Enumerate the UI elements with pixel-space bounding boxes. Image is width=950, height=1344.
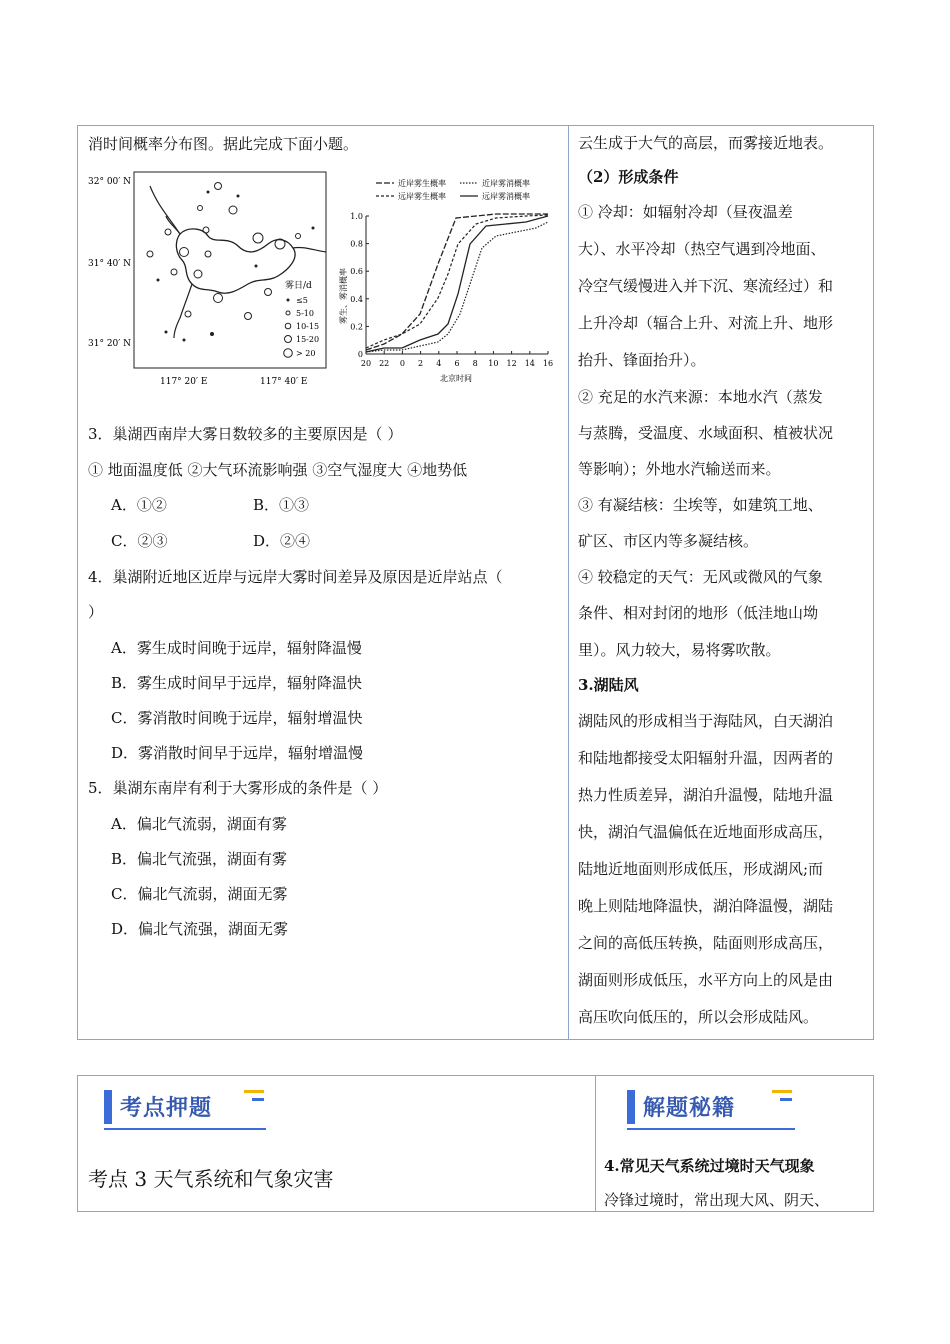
notes-line: 冷空气缓慢进入并下沉、寒流经过）和 bbox=[578, 277, 834, 295]
x-tick-label: 20 bbox=[360, 359, 372, 368]
station-marker bbox=[229, 206, 237, 214]
notes-line: 云生成于大气的高层，而雾接近地表。 bbox=[578, 134, 834, 152]
station-marker bbox=[203, 227, 209, 233]
river bbox=[166, 216, 180, 234]
station-marker bbox=[183, 339, 186, 342]
river bbox=[293, 247, 326, 252]
q4-option-a[interactable]: A．雾生成时间晚于远岸，辐射降温慢 bbox=[111, 639, 362, 657]
q4-stem-end: ） bbox=[88, 603, 104, 621]
station-marker bbox=[210, 332, 214, 336]
y-tick-label: 0.6 bbox=[350, 267, 363, 277]
tips-heading: 4.常见天气系统过境时天气现象 bbox=[604, 1157, 815, 1175]
notes-line: 与蒸腾，受温度、水域面积、植被状况 bbox=[578, 424, 834, 442]
x-tick-label: 8 bbox=[472, 359, 478, 368]
legend-label: 远岸雾生概率 bbox=[398, 192, 446, 201]
notes-line: ① 冷却：如辐射冷却（昼夜温差 bbox=[578, 203, 793, 221]
notes-line: 晚上则陆地降温快，湖泊降温慢，湖陆 bbox=[578, 897, 834, 915]
station-marker bbox=[165, 229, 171, 235]
banner-bar bbox=[104, 1090, 112, 1124]
x-tick-label: 14 bbox=[524, 359, 535, 368]
notes-line: ④ 较稳定的天气：无风或微风的气象 bbox=[578, 568, 823, 586]
station-marker bbox=[185, 311, 191, 317]
q5-option-b[interactable]: B．偏北气流强，湖面有雾 bbox=[111, 850, 288, 868]
notes-line: 上升冷却（辐合上升、对流上升、地形 bbox=[578, 314, 834, 332]
x-tick-label: 0 bbox=[399, 359, 405, 368]
banner-bar bbox=[627, 1090, 635, 1124]
station-marker bbox=[237, 195, 240, 198]
notes-line: 高压吹向低压的，所以会形成陆风。 bbox=[578, 1008, 819, 1026]
notes-line: 和陆地都接受太阳辐射升温，因两者的 bbox=[578, 749, 834, 767]
legend-marker bbox=[286, 311, 290, 315]
lon-label: 117° 20′ E bbox=[160, 377, 208, 387]
legend-label: 5-10 bbox=[296, 309, 314, 318]
station-marker bbox=[253, 233, 263, 243]
station-marker bbox=[207, 191, 210, 194]
q3-option-d[interactable]: D．②④ bbox=[253, 532, 311, 550]
series-farshore-form bbox=[366, 215, 548, 348]
banner-exam-points bbox=[104, 1086, 269, 1130]
x-axis-label: 北京时间 bbox=[440, 374, 472, 383]
notes-subheading: 3.湖陆风 bbox=[578, 676, 639, 694]
station-marker bbox=[296, 234, 301, 239]
banner-underline bbox=[627, 1128, 795, 1130]
q4-option-c[interactable]: C．雾消散时间晚于远岸，辐射增温快 bbox=[111, 709, 363, 727]
legend-title: 雾日/d bbox=[285, 281, 312, 291]
station-marker bbox=[265, 289, 272, 296]
q3-option-c[interactable]: C．②③ bbox=[111, 532, 168, 550]
notes-line: 陆地近地面则形成低压，形成湖风;而 bbox=[578, 860, 824, 878]
notes-line: 抬升、锋面抬升）。 bbox=[578, 351, 706, 369]
series-nearshore-form bbox=[366, 214, 548, 350]
q5-option-c[interactable]: C．偏北气流弱，湖面无雾 bbox=[111, 885, 288, 903]
legend-label: ≤5 bbox=[296, 296, 308, 305]
y-tick-label: 0.4 bbox=[350, 294, 363, 304]
legend-marker bbox=[287, 299, 290, 302]
y-tick-label: 0.2 bbox=[350, 322, 363, 332]
x-tick-label: 12 bbox=[506, 359, 517, 368]
question-table bbox=[77, 125, 874, 1040]
q5-option-d[interactable]: D．偏北气流强，湖面无雾 bbox=[111, 920, 289, 938]
topic-title: 考点 3 天气系统和气象灾害 bbox=[88, 1167, 334, 1191]
x-tick-label: 10 bbox=[488, 359, 499, 368]
column-divider bbox=[595, 1076, 596, 1211]
legend-label: 近岸雾消概率 bbox=[482, 179, 530, 188]
lat-label: 31° 20′ N bbox=[88, 339, 132, 349]
lon-label: 117° 40′ E bbox=[260, 377, 308, 387]
topic-table bbox=[77, 1075, 874, 1212]
notes-line: ③ 有凝结核：尘埃等，如建筑工地、 bbox=[578, 496, 823, 514]
station-marker bbox=[165, 331, 168, 334]
banner-underline bbox=[104, 1128, 266, 1130]
notes-line: 快，湖泊气温偏低在近地面形成高压， bbox=[578, 823, 834, 841]
y-tick-label: 0 bbox=[357, 350, 363, 359]
station-marker bbox=[215, 183, 222, 190]
notes-line: 里）。风力较大，易将雾吹散。 bbox=[578, 641, 781, 659]
series-farshore-dissipate bbox=[366, 216, 548, 352]
station-marker bbox=[180, 248, 189, 257]
x-tick-label: 4 bbox=[436, 359, 442, 368]
station-marker bbox=[198, 206, 203, 211]
notes-line: 大）、水平冷却（热空气遇到冷地面、 bbox=[578, 240, 826, 258]
notes-line: ② 充足的水汽来源：本地水汽（蒸发 bbox=[578, 388, 823, 406]
station-marker bbox=[194, 270, 202, 278]
lat-label: 32° 00′ N bbox=[88, 177, 132, 187]
banner-title: 解题秘籍 bbox=[643, 1096, 736, 1121]
notes-line: 等影响）；外地水汽输送而来。 bbox=[578, 460, 781, 478]
notes-line: 矿区、市区内等多凝结核。 bbox=[578, 532, 759, 550]
legend-label: 15-20 bbox=[296, 335, 320, 344]
tips-line: 冷锋过境时，常出现大风、阴天、 bbox=[604, 1191, 830, 1209]
legend-label: 近岸雾生概率 bbox=[398, 179, 446, 188]
station-marker bbox=[171, 269, 177, 275]
y-tick-label: 1.0 bbox=[350, 212, 363, 221]
banner-accent bbox=[780, 1098, 792, 1101]
notes-line: 湖面则形成低压，水平方向上的风是由 bbox=[578, 971, 834, 989]
q3-option-b[interactable]: B．①③ bbox=[253, 496, 310, 514]
intro-text: 消时间概率分布图。据此完成下面小题。 bbox=[88, 135, 359, 153]
column-divider bbox=[568, 126, 569, 1039]
notes-line: 湖陆风的形成相当于海陆风，白天湖泊 bbox=[578, 712, 834, 730]
banner-accent bbox=[244, 1090, 264, 1093]
legend-marker bbox=[285, 323, 291, 329]
legend-marker bbox=[285, 336, 292, 343]
legend-marker bbox=[284, 349, 293, 358]
notes-line: 热力性质差异，湖泊升温慢，陆地升温 bbox=[578, 786, 834, 804]
station-marker bbox=[312, 227, 315, 230]
station-marker bbox=[205, 251, 211, 257]
y-axis-label: 雾生、雾消概率 bbox=[339, 268, 348, 324]
q3-items: ① 地面温度低 ②大气环流影响强 ③空气湿度大 ④地势低 bbox=[88, 461, 468, 479]
x-tick-label: 16 bbox=[542, 359, 554, 368]
chart-legend bbox=[376, 178, 530, 201]
banner-solving-tips bbox=[627, 1086, 802, 1130]
lat-label: 31° 40′ N bbox=[88, 259, 132, 269]
q3-stem: 3．巢湖西南岸大雾日数较多的主要原因是（ ） bbox=[88, 425, 403, 443]
y-tick-label: 0.8 bbox=[350, 239, 363, 249]
q3-option-a[interactable]: A．①② bbox=[111, 496, 167, 514]
banner-accent bbox=[772, 1090, 792, 1093]
q5-stem: 5．巢湖东南岸有利于大雾形成的条件是（ ） bbox=[88, 779, 388, 797]
banner-accent bbox=[252, 1098, 264, 1101]
fog-days-map bbox=[88, 166, 353, 396]
lake-shoreline bbox=[176, 229, 295, 293]
legend-label: 10-15 bbox=[296, 322, 320, 331]
river bbox=[150, 186, 180, 234]
legend-label: > 20 bbox=[296, 349, 316, 358]
notes-subheading: （2）形成条件 bbox=[578, 168, 679, 186]
q5-option-a[interactable]: A．偏北气流弱，湖面有雾 bbox=[111, 815, 287, 833]
station-marker bbox=[255, 265, 258, 268]
notes-line: 条件、相对封闭的地形（低洼地山坳 bbox=[578, 604, 819, 622]
station-marker bbox=[214, 294, 223, 303]
station-marker bbox=[147, 251, 153, 257]
notes-line: 之间的高低压转换，陆面则形成高压， bbox=[578, 934, 834, 952]
x-tick-label: 6 bbox=[454, 359, 460, 368]
station-marker bbox=[245, 313, 252, 320]
legend-label: 远岸雾消概率 bbox=[482, 192, 530, 201]
fog-probability-chart bbox=[336, 174, 556, 384]
station-marker bbox=[275, 239, 285, 249]
banner-title: 考点押题 bbox=[120, 1096, 213, 1121]
series-nearshore-dissipate bbox=[366, 222, 548, 352]
q4-stem: 4．巢湖附近地区近岸与远岸大雾时间差异及原因是近岸站点（ bbox=[88, 568, 503, 586]
x-tick-label: 2 bbox=[418, 359, 424, 368]
q4-option-d[interactable]: D．雾消散时间早于远岸，辐射增温慢 bbox=[111, 744, 364, 762]
station-marker bbox=[157, 279, 160, 282]
x-tick-label: 22 bbox=[379, 359, 390, 368]
q4-option-b[interactable]: B．雾生成时间早于远岸，辐射降温快 bbox=[111, 674, 363, 692]
